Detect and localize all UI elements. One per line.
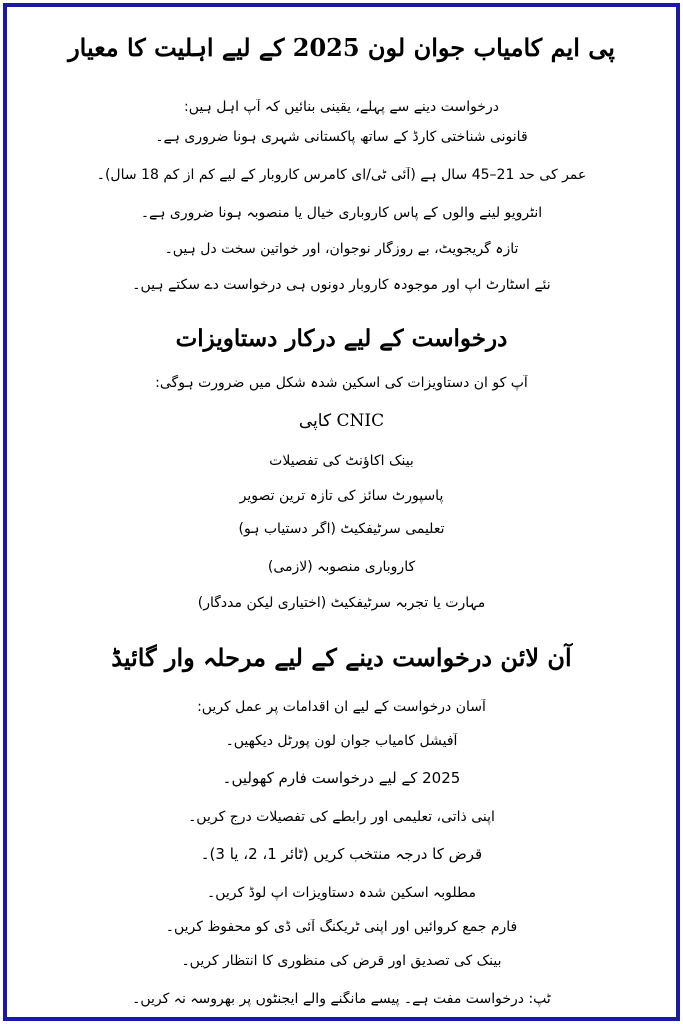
document-item: کاروباری منصوبہ (لازمی): [267, 559, 416, 575]
guide-step: 2025 کے لیے درخواست فارم کھولیں۔: [222, 769, 461, 787]
document-item-cnic: [17, 411, 666, 432]
documents-heading: درخواست کے لیے درکار دستاویزات: [175, 325, 508, 352]
cnic-suffix: کاپی: [298, 411, 332, 431]
document-item: بینک اکاؤنٹ کی تفصیلات: [269, 453, 414, 469]
document-item: مہارت یا تجربہ سرٹیفکیٹ (اختیاری لیکن مددگار): [197, 595, 486, 611]
documents-intro: آپ کو ان دستاویزات کی اسکین شدہ شکل میں ضرورت ہوگی:: [155, 375, 528, 391]
guide-heading: آن لائن درخواست دینے کے لیے مرحلہ وار گائیڈ: [111, 643, 572, 672]
guide-intro: آسان درخواست کے لیے ان اقدامات پر عمل کریں:: [197, 699, 486, 715]
document-item: پاسپورٹ سائز کی تازہ ترین تصویر: [239, 488, 444, 504]
eligibility-item: عمر کی حد 21–45 سال ہے (آئی ٹی/ای کامرس کاروبار کے لیے کم از کم 18 سال)۔: [96, 167, 587, 183]
guide-step: آفیشل کامیاب جوان لون پورٹل دیکھیں۔: [225, 733, 458, 749]
eligibility-intro: درخواست دینے سے پہلے، یقینی بنائیں کہ آپ اہل ہیں:: [184, 99, 499, 115]
eligibility-item: تازہ گریجویٹ، بے روزگار نوجوان، اور خواتین سخت دل ہیں۔: [164, 241, 519, 257]
document-item: تعلیمی سرٹیفکیٹ (اگر دستیاب ہو): [238, 521, 445, 537]
document-content: [7, 7, 676, 1017]
guide-step: اپنی ذاتی، تعلیمی اور رابطے کی تفصیلات درج کریں۔: [188, 809, 495, 825]
page-border-frame: [3, 3, 680, 1021]
guide-step: قرض کا درجہ منتخب کریں (ٹائر 1، 2، یا 3)۔: [200, 845, 483, 863]
page-title: پی ایم کامیاب جوان لون 2025 کے لیے اہلیت کا معیار: [68, 33, 615, 62]
cnic-code: CNIC: [336, 411, 385, 431]
eligibility-item: انٹرویو لینے والوں کے پاس کاروباری خیال یا منصوبہ ہونا ضروری ہے۔: [140, 205, 543, 221]
guide-step: مطلوبہ اسکین شدہ دستاویزات اپ لوڈ کریں۔: [206, 885, 477, 901]
guide-step: بینک کی تصدیق اور قرض کی منظوری کا انتظار کریں۔: [181, 953, 502, 969]
tip-note: ٹپ: درخواست مفت ہے۔ پیسے مانگنے والے ایجنٹوں پر بھروسہ نہ کریں۔: [132, 991, 551, 1007]
eligibility-item: قانونی شناختی کارڈ کے ساتھ پاکستانی شہری ہونا ضروری ہے۔: [155, 129, 528, 145]
eligibility-item: نئے اسٹارٹ اپ اور موجودہ کاروبار دونوں ہی درخواست دے سکتے ہیں۔: [132, 277, 551, 293]
guide-step: فارم جمع کروائیں اور اپنی ٹریکنگ آئی ڈی کو محفوظ کریں۔: [165, 919, 518, 935]
